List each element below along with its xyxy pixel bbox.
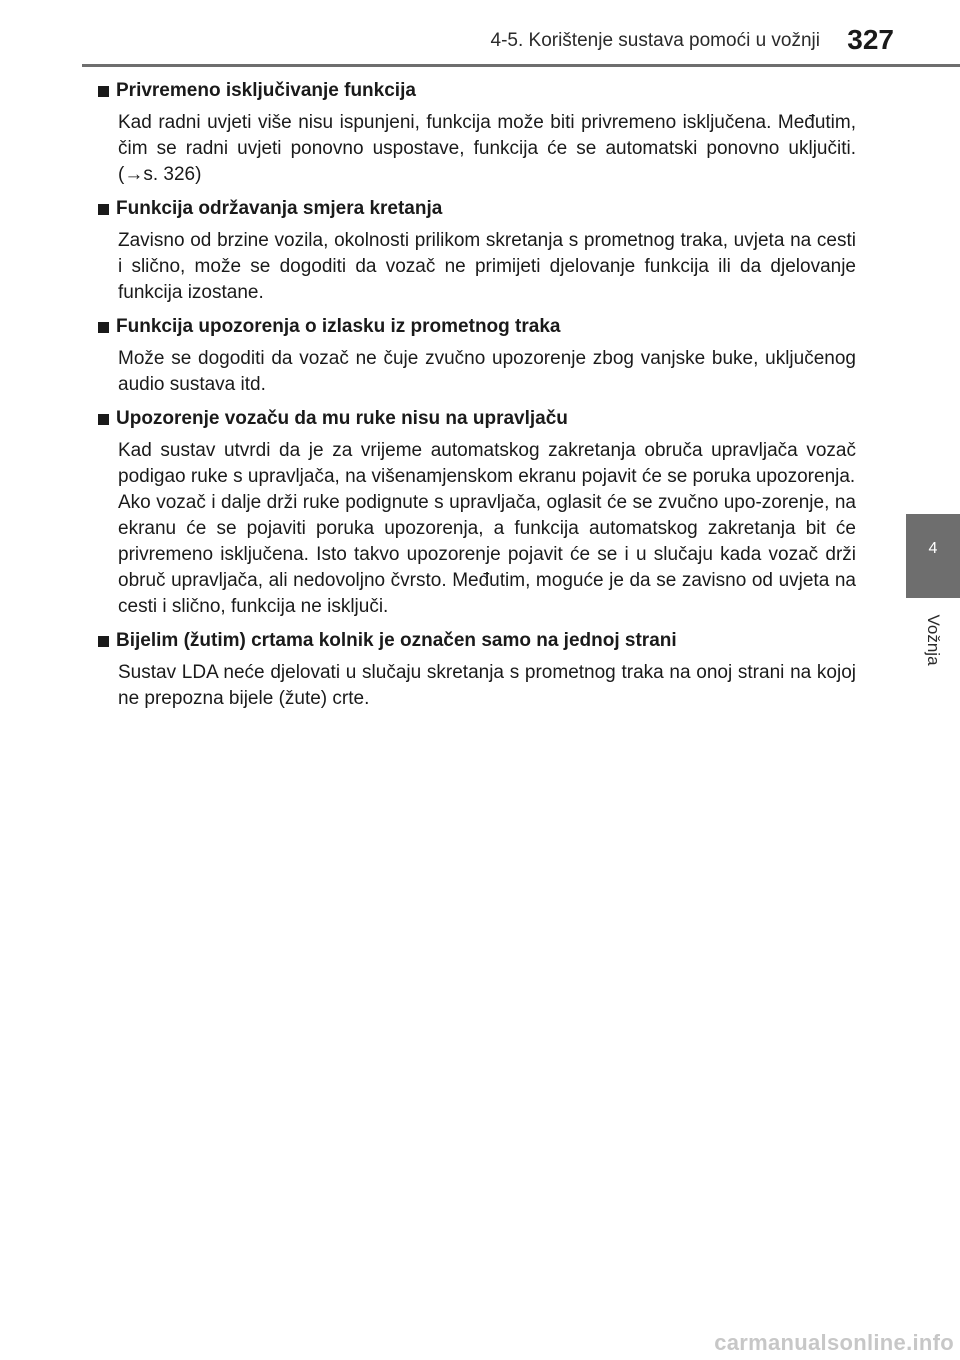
chapter-label: Vožnja xyxy=(924,614,943,666)
section-heading-text: Bijelim (žutim) crtama kolnik je označen samo na jednoj strani xyxy=(116,630,677,651)
section-body xyxy=(118,660,856,712)
paragraph: Sustav LDA neće djelovati u slučaju skretanja s prometnog traka na onoj strani na kojoj ne prepozna bijele (žute) crte. xyxy=(118,662,856,709)
paragraph: Zavisno od brzine vozila, okolnosti prilikom skretanja s prometnog traka, uvjeta na cesti i slično, može se dogoditi da vozač ne primijeti djelovanje funkcija ili da djelovanje funkcija izostane. xyxy=(118,230,856,303)
chapter-number: 4 xyxy=(928,540,938,557)
section-heading-text: Privremeno isključivanje funkcija xyxy=(116,80,416,101)
section-body xyxy=(118,346,856,398)
square-bullet-icon xyxy=(98,86,109,97)
square-bullet-icon xyxy=(98,204,109,215)
section-temporary-deactivation xyxy=(98,78,856,188)
paragraph: Može se dogoditi da vozač ne čuje zvučno upozorenje zbog vanjske buke, uključenog audio sustava itd. xyxy=(118,348,856,395)
section-body xyxy=(118,228,856,306)
section-body xyxy=(118,438,856,620)
section-heading xyxy=(98,628,856,654)
header-divider xyxy=(82,64,960,67)
page-number: 327 xyxy=(847,24,894,55)
section-heading-text: Upozorenje vozaču da mu ruke nisu na upravljaču xyxy=(116,408,568,429)
section-body xyxy=(118,110,856,188)
section-heading xyxy=(98,196,856,222)
section-lane-departure-warning xyxy=(98,314,856,398)
square-bullet-icon xyxy=(98,414,109,425)
section-hands-off-warning xyxy=(98,406,856,620)
section-lane-keeping xyxy=(98,196,856,306)
section-heading xyxy=(98,314,856,340)
watermark: carmanualsonline.info xyxy=(714,1330,954,1355)
paragraph: Kad sustav utvrdi da je za vrijeme automatskog zakretanja obruča upravljača vozač podigao ruke s upravljača, na višenamjenskom ekranu pojavit će se poruka upozorenja. xyxy=(118,440,856,487)
section-title: 4-5. Korištenje sustava pomoći u vožnji xyxy=(490,30,820,51)
page-header xyxy=(0,0,960,66)
paragraph: Kad radni uvjeti više nisu ispunjeni, funkcija može biti privremeno isključena. Međutim, čim se radni uvjeti ponovno uspostave, funkcija će se automatski ponovno uključiti. (→s. 326) xyxy=(118,112,856,185)
section-heading-text: Funkcija upozorenja o izlasku iz prometnog traka xyxy=(116,316,561,337)
paragraph: Ako vozač i dalje drži ruke podignute s upravljača, oglasit će se zvučno upo-zorenje, na ekranu će se pojaviti poruka upozorenja, a funkcija automatskog zakretanja bit će privremeno isključena. Isto takvo upozorenje pojavit će se i u slučaju kada vozač drži obruč upravljača, ali nedovoljno čvrsto. Međutim, moguće je da se zavisno od uvjeta na cesti i slično, funkcija ne isključi. xyxy=(118,492,856,617)
section-one-side-lines xyxy=(98,628,856,712)
square-bullet-icon xyxy=(98,636,109,647)
section-heading xyxy=(98,406,856,432)
section-heading-text: Funkcija održavanja smjera kretanja xyxy=(116,198,443,219)
section-heading xyxy=(98,78,856,104)
square-bullet-icon xyxy=(98,322,109,333)
main-content xyxy=(98,78,856,720)
